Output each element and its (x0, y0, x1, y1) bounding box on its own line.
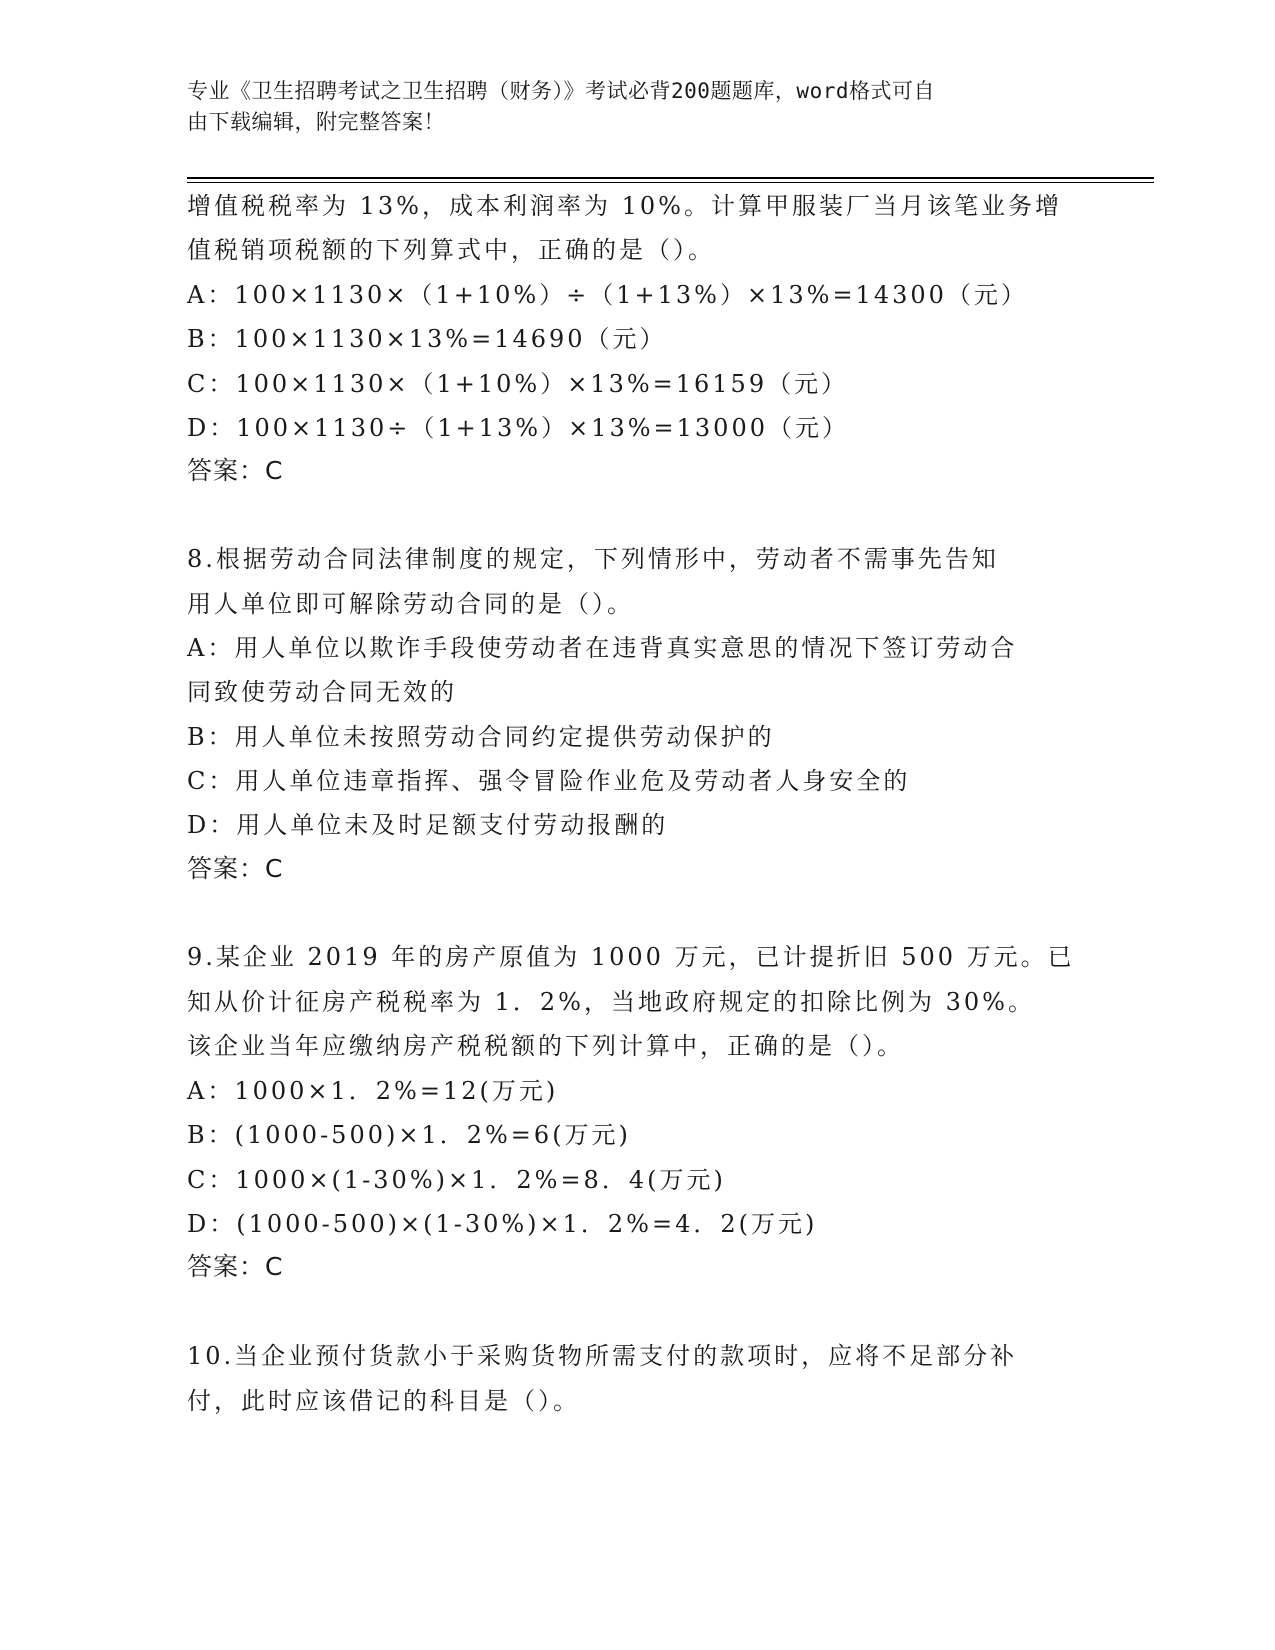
question-stem-line: 知从价计征房产税税率为 1．2%，当地政府规定的扣除比例为 30%。 (187, 988, 1035, 1016)
question-stem-line: 值税销项税额的下列算式中，正确的是（）。 (187, 236, 715, 264)
option-b: B：100×1130×13%=14690（元） (187, 325, 667, 353)
option-b: B：用人单位未按照劳动合同约定提供劳动保护的 (187, 723, 775, 751)
header-line-1: 专业《卫生招聘考试之卫生招聘（财务）》考试必背200题题库，word格式可自 (187, 79, 935, 103)
question-stem-line: 10.当企业预付货款小于采购货物所需支付的款项时，应将不足部分补 (187, 1342, 1018, 1370)
option-d: D：用人单位未及时足额支付劳动报酬的 (187, 811, 669, 839)
question-stem-line: 付，此时应该借记的科目是（）。 (187, 1387, 580, 1415)
question-stem-line: 8.根据劳动合同法律制度的规定，下列情形中，劳动者不需事先告知 (187, 545, 999, 573)
question-stem-line: 9.某企业 2019 年的房产原值为 1000 万元，已计提折旧 500 万元。已 (187, 943, 1075, 971)
header-divider-thick (187, 177, 1154, 179)
header-line-2: 由下载编辑，附完整答案！ (187, 110, 445, 134)
answer: 答案：C (187, 854, 284, 883)
option-d: D：(1000-500)×(1-30%)×1．2%=4．2(万元) (187, 1210, 818, 1238)
option-b: B：(1000-500)×1．2%=6(万元) (187, 1121, 631, 1149)
option-a: A：100×1130×（1+10%）÷（1+13%）×13%=14300（元） (187, 281, 1028, 309)
option-c: C：1000×(1-30%)×1．2%=8．4(万元) (187, 1166, 726, 1194)
answer: 答案：C (187, 456, 284, 485)
question-stem-line: 增值税税率为 13%，成本利润率为 10%。计算甲服装厂当月该笔业务增 (187, 192, 1062, 220)
header-divider-thin (187, 182, 1154, 183)
document-header (187, 76, 1087, 138)
answer: 答案：C (187, 1252, 284, 1281)
option-c: C：用人单位违章指挥、强令冒险作业危及劳动者人身安全的 (187, 767, 911, 795)
option-c: C：100×1130×（1+10%）×13%=16159（元） (187, 370, 849, 398)
option-a: A：1000×1．2%=12(万元) (187, 1077, 559, 1105)
option-a: A：用人单位以欺诈手段使劳动者在违背真实意思的情况下签订劳动合 (187, 634, 1018, 662)
question-stem-line: 用人单位即可解除劳动合同的是（）。 (187, 590, 634, 618)
option-d: D：100×1130÷（1+13%）×13%=13000（元） (187, 414, 849, 442)
question-stem-line: 该企业当年应缴纳房产税税额的下列计算中，正确的是（）。 (187, 1032, 904, 1060)
option-a-continued: 同致使劳动合同无效的 (187, 678, 457, 706)
